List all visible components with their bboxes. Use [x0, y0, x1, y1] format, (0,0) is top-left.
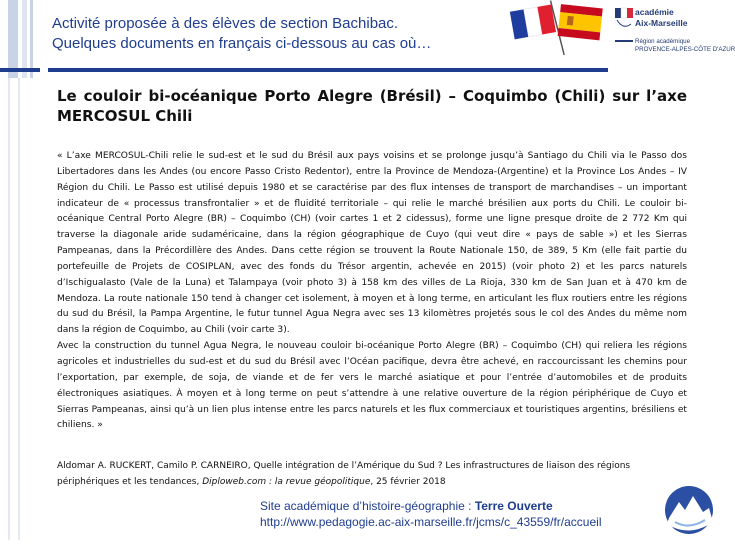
france-flag — [509, 0, 564, 63]
citation-text: Aldomar A. RUCKERT, Camilo P. CARNEIRO, Quelle intégration de l’Amérique du Sud ? Les infrastructures de liaison des régions périphériques et les tendances, — [57, 461, 631, 487]
flags-graphic — [503, 0, 603, 62]
header-rule — [48, 68, 608, 72]
citation-date: , 25 février 2018 — [370, 476, 446, 487]
document-title: Le couloir bi-océanique Porto Alegre (Brésil) – Coquimbo (Chili) sur l’axe MERCOSUL Chili — [57, 87, 687, 125]
left-decoration — [0, 0, 40, 540]
spain-flag — [558, 4, 603, 40]
footer — [260, 498, 660, 530]
footer-url[interactable]: http://www.pedagogie.ac-aix-marseille.fr/jcms/c_43559/fr/accueil — [260, 515, 602, 529]
terre-ouverte-logo — [655, 478, 717, 538]
document-body — [57, 149, 687, 434]
body-paragraph-2: Avec la construction du tunnel Agua Negra, le nouveau couloir bi-océanique Porto Alegre (BR) – Coquimbo (CH) qui reliera les régions agricoles et industrielles du sud-est et du sud du Brésil avec l’Océan pacifique, devra être achevé, en raccourcissant les chemins pour l’exportation, par exemple, de soja, de viande et de fer vers le marché asiatique et pour l’entrée d’automobiles et de produits électroniques asiatiques. À moyen et à long terme on peut s’attendre à une relative ouverture de la région périphérique de Cuyo et Sierras Pampeanas, ainsi qu’à un lien plus intense entre les parcs naturels et les flux commerciaux et touristiques argentins, brésiliens et chiliens. » — [57, 341, 687, 431]
globe-icon — [655, 478, 717, 538]
header-rule-left — [0, 68, 40, 72]
header-line-2: Quelques documents en français ci-dessous au cas où… — [52, 35, 432, 52]
citation-source: Diploweb.com : la revue géopolitique — [202, 476, 371, 487]
region-line-2: PROVENCE-ALPES-CÔTE D'AZUR — [635, 46, 735, 53]
source-citation — [57, 459, 687, 490]
body-paragraph-1: « L’axe MERCOSUL-Chili relie le sud-est et le sud du Brésil aux pays voisins et se prolonge jusqu’à Santiago du Chili via le Passo dos Libertadores dans les Andes (ou encore Passo Cristo Redentor), entre la Province de Mendoza-(Argentine) et la Province Los Andes – IV Région du Chili. Le Passo est utilisé depuis 1980 et se caractérise par des flux intenses de transport de marchandises – un important indicateur de « processus transfrontalier » et de fluidité territoriale – qui relie le marché brésilien aux ports du Chili. Le couloir bi-océanique Central Porto Alegre (BR) – Coquimbo (CH) (voir cartes 1 et 2 cidessus), forme une ligne presque droite de 2 772 Km qui traverse la diagonale aride sudaméricaine, dans la région géographique de Cuyo (qui veut dire « pays de sable ») et les Sierras Pampeanas, dans la Précordillère des Andes. Dans cette région se trouvent la Route Nationale 150, de 389, 5 Km (elle fait partie du portefeuille de Projets de COSIPLAN, avec des fonds du Trésor argentin, achevée en 2015) (voir photo 2) et les parcs naturels d’Ischigualasto (Vale de la Luna) et Talampaya (voir photo 3) à 158 km des villes de La Rioja, 330 km de San Juan et à 470 km de Mendoza. La route nationale 150 tend à changer cet isolement, à moyen et à long terme, en articulant les flux routiers entre les régions du sud du Brésil, la Pampa Argentine, le futur tunnel Agua Negra avec ses 13 kilomètres projetés sous le col des Andes du même nom dans la région de Coquimbo, au Chili (voir carte 3). — [57, 151, 687, 336]
academie-name-2: Aix-Marseille — [635, 18, 688, 28]
academie-logo — [611, 0, 735, 66]
footer-prefix: Site académique d’histoire-géographie : — [260, 499, 475, 513]
footer-site-name: Terre Ouverte — [474, 499, 553, 513]
header-line-1: Activité proposée à des élèves de section Bachibac. — [52, 15, 399, 32]
flags — [503, 0, 603, 62]
decorative-lines — [0, 0, 40, 540]
academie-name-1: académie — [635, 7, 674, 17]
region-line-1: Région académique — [635, 38, 691, 45]
